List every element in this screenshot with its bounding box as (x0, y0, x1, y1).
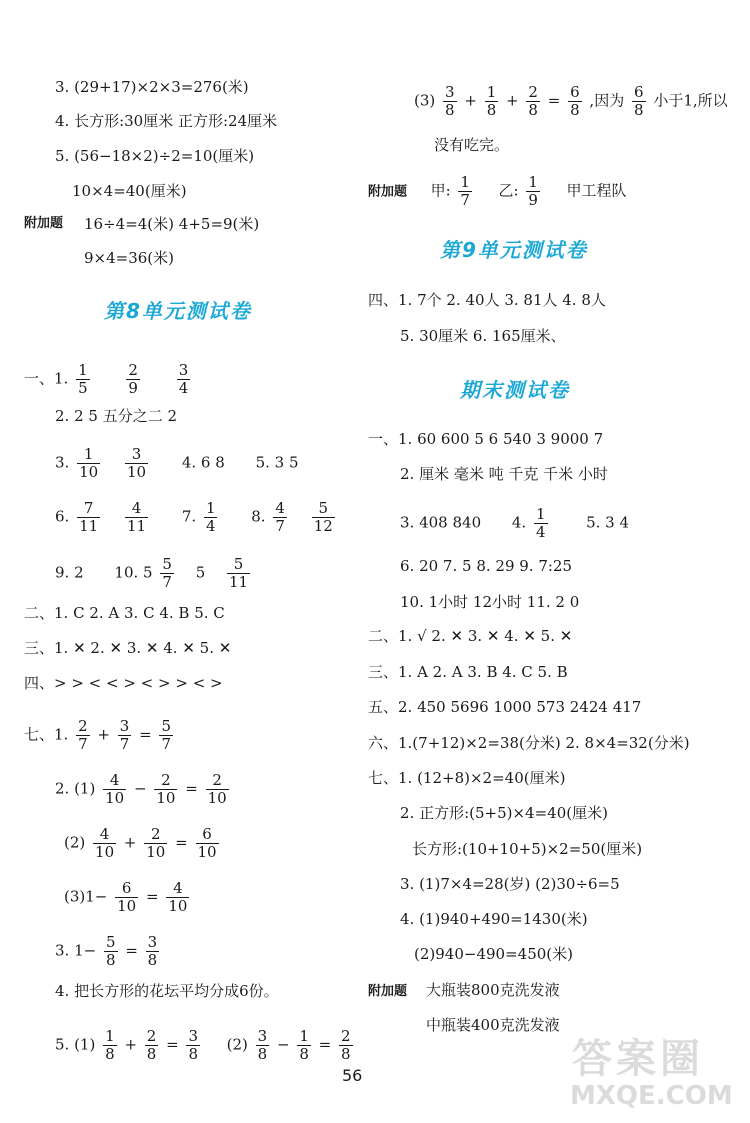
answer-line: 七、1. $\frac{2}{7}$ + $\frac{3}{7}$ = $\frac{5}{7}$ (24, 717, 172, 753)
watermark-text: 答案圈 (572, 1036, 704, 1082)
fraction: $\frac{1}{10}$ (79, 445, 99, 481)
fraction: $\frac{2}{8}$ (341, 1027, 351, 1063)
fraction: $\frac{2}{8}$ (146, 1027, 157, 1063)
fraction: $\frac{2}{10}$ (146, 825, 166, 861)
answer-line: 四、> > < < > < > > < > (24, 674, 223, 692)
answer-line: 9×4=36(米) (84, 249, 175, 267)
answer-line: 七、1. (12+8)×2=40(厘米) (368, 769, 566, 787)
answer-line: 二、1. C 2. A 3. C 4. B 5. C (24, 604, 225, 622)
answer-line: 6. $\frac{7}{11}$ $\frac{4}{11}$ 7. $\frac{1}{4}$ 8. $\frac{4}{7}$ $\frac{5}{12}$ (55, 499, 333, 535)
answer-line: 4. 长方形:30厘米 正方形:24厘米 (55, 112, 278, 130)
answer-line: 一、1. 60 600 5 6 540 3 9000 7 (368, 430, 604, 448)
fraction: $\frac{3}{7}$ (119, 717, 130, 753)
fraction: $\frac{5}{8}$ (105, 933, 116, 969)
answer-line: 6. 20 7. 5 8. 29 9. 7:25 (400, 557, 573, 575)
answer-line: 四、1. 7个 2. 40人 3. 81人 4. 8人 (368, 291, 606, 309)
bonus-label: 附加题 (368, 984, 408, 999)
answer-line: 3. 408 840 4. $\frac{1}{4}$ 5. 3 4 (400, 505, 630, 541)
fraction: $\frac{5}{11}$ (229, 555, 249, 591)
answer-line: 2. 正方形:(5+5)×4=40(厘米) (400, 804, 608, 822)
fraction: $\frac{2}{8}$ (528, 83, 538, 119)
fraction: $\frac{4}{10}$ (168, 879, 188, 915)
answer-line: (3) $\frac{3}{8}$ + $\frac{1}{8}$ + $\frac{2}{8}$ = $\frac{6}{8}$ ,因为 $\frac{6}{8}$ 小于1,所以 (414, 83, 728, 119)
answer-line: (3)1− $\frac{6}{10}$ = $\frac{4}{10}$ (64, 879, 188, 915)
answer-line: 大瓶装800克洗发液 (426, 981, 560, 999)
answer-line: 5. (56−18×2)÷2=10(厘米) (55, 147, 255, 165)
answer-line: 2. 2 5 五分之二 2 (55, 407, 178, 425)
fraction: $\frac{1}{4}$ (535, 505, 546, 541)
answer-line: 三、1. A 2. A 3. B 4. C 5. B (368, 663, 568, 681)
fraction: $\frac{7}{11}$ (79, 499, 99, 535)
fraction: $\frac{1}{9}$ (528, 173, 538, 209)
fraction: $\frac{4}{10}$ (105, 771, 125, 807)
bonus-label: 附加题 (24, 216, 64, 231)
answer-line: 10. 1小时 12小时 11. 2 0 (400, 593, 580, 611)
answer-line: 没有吃完。 (434, 136, 510, 154)
fraction: $\frac{1}{5}$ (78, 361, 88, 397)
section-heading: 期末测试卷 (460, 378, 570, 402)
fraction: $\frac{2}{10}$ (207, 771, 227, 807)
answer-line: 3. 1− $\frac{5}{8}$ = $\frac{3}{8}$ (55, 933, 158, 969)
answer-line: 附加题 甲: $\frac{1}{7}$ 乙: $\frac{1}{9}$ 甲工程队 (368, 173, 627, 209)
page-number: 56 (342, 1066, 363, 1085)
section-heading: 第9单元测试卷 (440, 238, 588, 262)
fraction: $\frac{1}{8}$ (105, 1027, 115, 1063)
answer-line: 六、1.(7+12)×2=38(分米) 2. 8×4=32(分米) (368, 734, 690, 752)
item-label: 一、1. (24, 369, 69, 388)
fraction: $\frac{1}{8}$ (486, 83, 497, 119)
watermark-url: MXQE.COM (570, 1081, 733, 1111)
answer-line: 长方形:(10+10+5)×2=50(厘米) (412, 840, 643, 858)
fraction: $\frac{5}{7}$ (161, 717, 172, 753)
fraction: $\frac{5}{7}$ (162, 555, 172, 591)
answer-line: 5. 30厘米 6. 165厘米、 (400, 327, 566, 345)
fraction: $\frac{3}{10}$ (126, 445, 147, 481)
fraction: $\frac{4}{10}$ (95, 825, 115, 861)
answer-line (24, 362, 193, 397)
fraction: $\frac{2}{7}$ (78, 717, 88, 753)
answer-line: 二、1. √ 2. ✕ 3. ✕ 4. ✕ 5. ✕ (368, 627, 573, 645)
fraction: $\frac{6}{8}$ (570, 83, 580, 119)
fraction: $\frac{1}{7}$ (460, 173, 470, 209)
answer-line: 4. (1)940+490=1430(米) (400, 910, 588, 928)
fraction: $\frac{2}{10}$ (156, 771, 176, 807)
fraction: $\frac{3}{8}$ (445, 83, 455, 119)
fraction: $\frac{6}{10}$ (197, 825, 217, 861)
fraction: $\frac{4}{7}$ (275, 499, 285, 535)
fraction: $\frac{5}{12}$ (313, 499, 333, 535)
answer-line: 三、1. ✕ 2. ✕ 3. ✕ 4. ✕ 5. ✕ (24, 639, 232, 657)
fraction: $\frac{2}{9}$ (128, 361, 138, 397)
watermark-logo (562, 1027, 742, 1117)
answer-line: 3. (1)7×4=28(岁) (2)30÷6=5 (400, 875, 620, 893)
answer-line: 2. 厘米 毫米 吨 千克 千米 小时 (400, 465, 608, 483)
answer-line: 五、2. 450 5696 1000 573 2424 417 (368, 698, 642, 716)
answer-line: 4. 把长方形的花坛平均分成6份。 (55, 982, 279, 1000)
answer-line: 16÷4=4(米) 4+5=9(米) (84, 215, 260, 233)
fraction: $\frac{4}{11}$ (126, 499, 147, 535)
bonus-label: 附加题 (368, 184, 408, 200)
fraction: $\frac{6}{8}$ (633, 83, 644, 119)
answer-line: 3. (29+17)×2×3=276(米) (55, 78, 249, 96)
fraction: $\frac{3}{8}$ (147, 933, 158, 969)
answer-line: 3. $\frac{1}{10}$ $\frac{3}{10}$ 4. 6 8 5. 3 5 (55, 445, 299, 481)
fraction: $\frac{3}{4}$ (178, 361, 189, 397)
fraction: $\frac{1}{8}$ (299, 1027, 309, 1063)
answer-line: 2. (1) $\frac{4}{10}$ − $\frac{2}{10}$ = $\frac{2}{10}$ (55, 771, 227, 807)
answer-line: 10×4=40(厘米) (72, 182, 187, 200)
section-heading: 第8单元测试卷 (104, 299, 252, 323)
fraction: $\frac{3}{8}$ (188, 1027, 199, 1063)
fraction: $\frac{3}{8}$ (257, 1027, 268, 1063)
answer-line: 5. (1) $\frac{1}{8}$ + $\frac{2}{8}$ = $\frac{3}{8}$ (2) $\frac{3}{8}$ − $\frac{1}{8}$ = $\frac{2}{8}$ (55, 1027, 351, 1063)
fraction: $\frac{1}{4}$ (205, 499, 216, 535)
answer-line: (2) $\frac{4}{10}$ + $\frac{2}{10}$ = $\frac{6}{10}$ (64, 825, 217, 861)
answer-line: 中瓶装400克洗发液 (426, 1016, 560, 1034)
answer-line: 9. 2 10. 5 $\frac{5}{7}$ 5 $\frac{5}{11}$ (55, 555, 249, 591)
fraction: $\frac{6}{10}$ (117, 879, 137, 915)
answer-line: (2)940−490=450(米) (414, 945, 573, 963)
